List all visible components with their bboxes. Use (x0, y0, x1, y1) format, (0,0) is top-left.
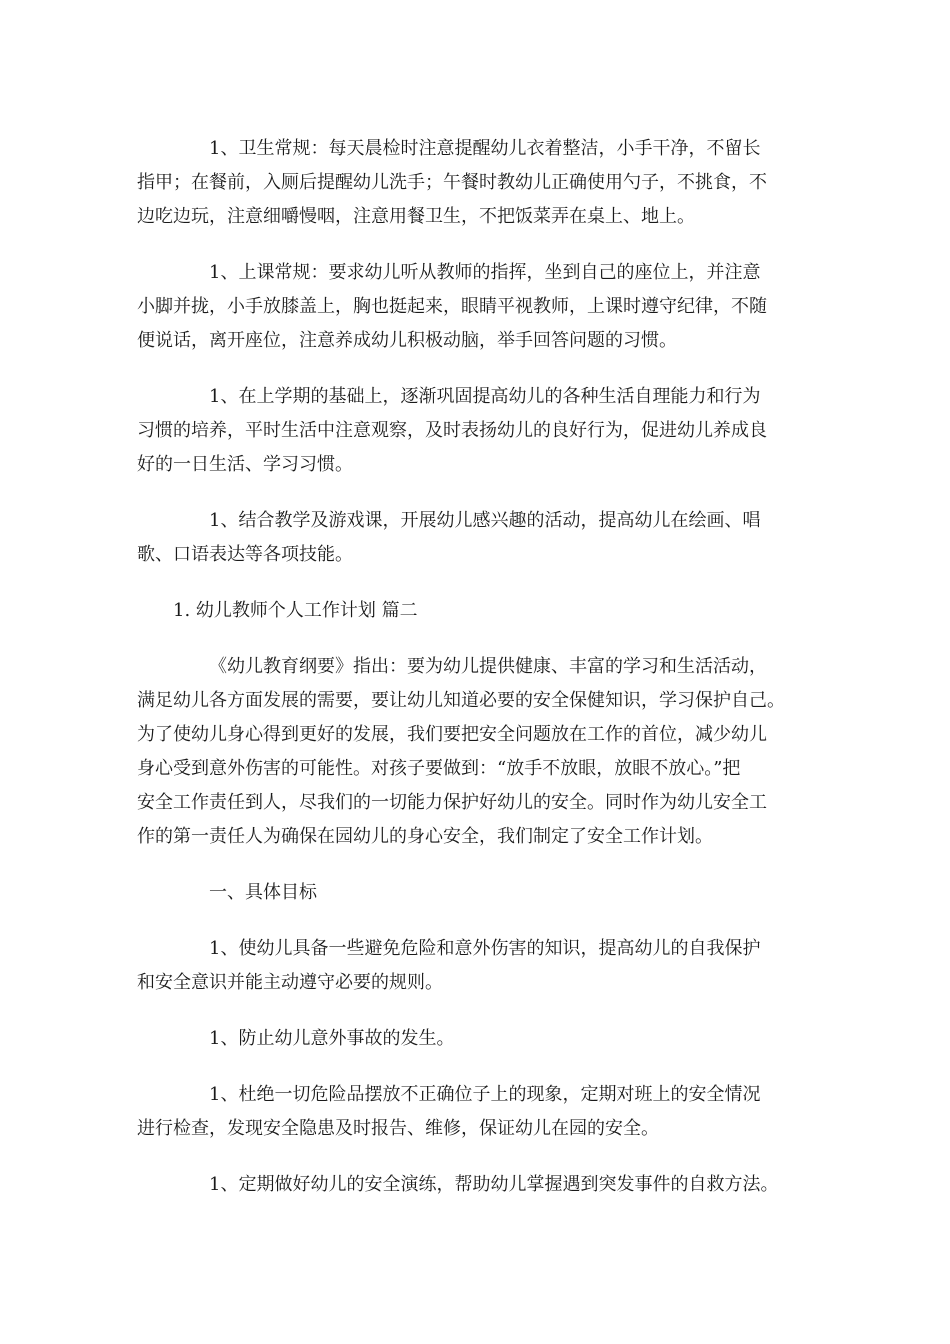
paragraph-outline (137, 650, 827, 854)
paragraph-goal-prevent (137, 1022, 827, 1056)
paragraph-line: 《幼儿教育纲要》指出：要为幼儿提供健康、丰富的学习和生活活动， (209, 656, 767, 677)
paragraph-class-routine (137, 256, 827, 358)
paragraph-line: 边吃边玩，注意细嚼慢咽，注意用餐卫生，不把饭菜弄在桌上、地上。 (137, 206, 695, 227)
paragraph-goal-knowledge (137, 932, 827, 1000)
paragraph-line: 习惯的培养，平时生活中注意观察，及时表扬幼儿的良好行为，促进幼儿养成良 (137, 420, 767, 441)
paragraph-line: 满足幼儿各方面发展的需要，要让幼儿知道必要的安全保健知识，学习保护自己。 (137, 690, 785, 711)
section-heading (137, 594, 827, 628)
paragraph-hygiene-routine (137, 132, 827, 234)
paragraph-line: 1、定期做好幼儿的安全演练，帮助幼儿掌握遇到突发事件的自救方法。 (209, 1174, 779, 1195)
paragraph-line: 好的一日生活、学习习惯。 (137, 454, 353, 475)
paragraph-line: 1、结合教学及游戏课，开展幼儿感兴趣的活动，提高幼儿在绘画、唱 (209, 510, 761, 531)
paragraph-line: 1、杜绝一切危险品摆放不正确位子上的现象，定期对班上的安全情况 (209, 1084, 761, 1105)
paragraph-line: 身心受到意外伤害的可能性。对孩子要做到：“放手不放眼，放眼不放心。”把 (137, 758, 741, 779)
paragraph-line: 1、卫生常规：每天晨检时注意提醒幼儿衣着整洁，小手干净，不留长 (209, 138, 761, 159)
paragraph-line: 便说话，离开座位，注意养成幼儿积极动脑，举手回答问题的习惯。 (137, 330, 677, 351)
paragraph-line: 为了使幼儿身心得到更好的发展，我们要把安全问题放在工作的首位，减少幼儿 (137, 724, 767, 745)
paragraph-line: 1、上课常规：要求幼儿听从教师的指挥，坐到自己的座位上，并注意 (209, 262, 761, 283)
paragraph-goal-drills (137, 1168, 827, 1202)
paragraph-line: 1、使幼儿具备一些避免危险和意外伤害的知识，提高幼儿的自我保护 (209, 938, 761, 959)
paragraph-line: 进行检查，发现安全隐患及时报告、维修，保证幼儿在园的安全。 (137, 1118, 659, 1139)
section-heading-text: 1. 幼儿教师个人工作计划 篇二 (173, 600, 418, 621)
paragraph-goal-hazards (137, 1078, 827, 1146)
paragraph-line: 指甲；在餐前，入厕后提醒幼儿洗手；午餐时教幼儿正确使用勺子，不挑食，不 (137, 172, 767, 193)
paragraph-line: 歌、口语表达等各项技能。 (137, 544, 353, 565)
goals-heading (137, 876, 827, 910)
paragraph-line: 1、在上学期的基础上，逐渐巩固提高幼儿的各种生活自理能力和行为 (209, 386, 761, 407)
paragraph-self-care (137, 380, 827, 482)
document-body (137, 132, 827, 1224)
goals-heading-text: 一、具体目标 (209, 882, 317, 903)
paragraph-line: 和安全意识并能主动遵守必要的规则。 (137, 972, 443, 993)
paragraph-line: 作的第一责任人为确保在园幼儿的身心安全，我们制定了安全工作计划。 (137, 826, 713, 847)
paragraph-line: 安全工作责任到人，尽我们的一切能力保护好幼儿的安全。同时作为幼儿安全工 (137, 792, 767, 813)
paragraph-skills (137, 504, 827, 572)
paragraph-line: 小脚并拢，小手放膝盖上，胸也挺起来，眼睛平视教师，上课时遵守纪律，不随 (137, 296, 767, 317)
paragraph-line: 1、防止幼儿意外事故的发生。 (209, 1028, 455, 1049)
